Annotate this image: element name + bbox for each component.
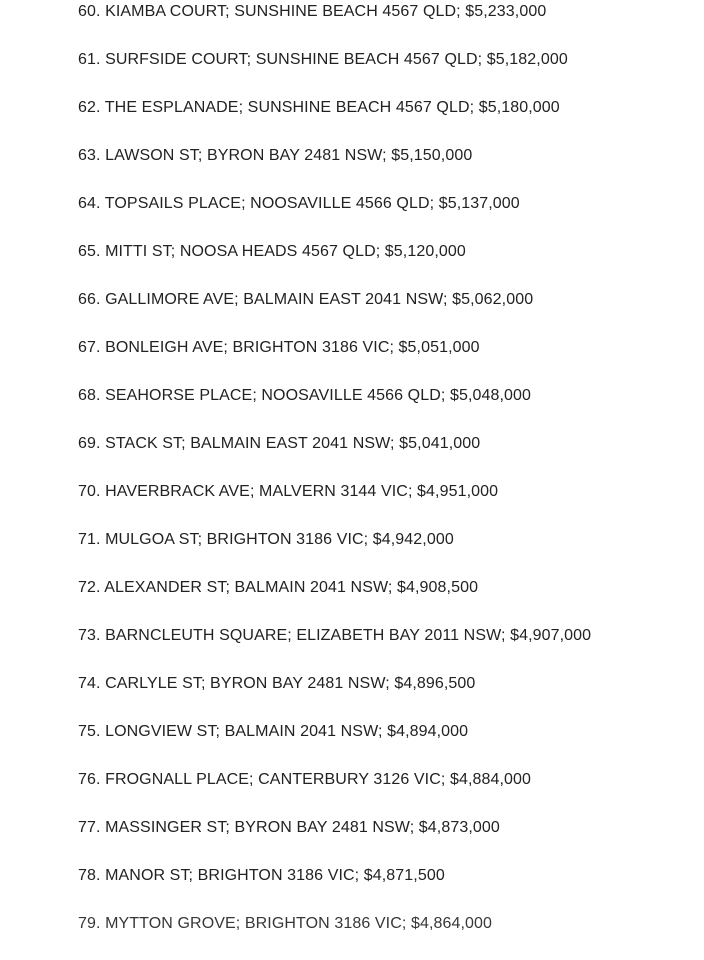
list-item: 69. STACK ST; BALMAIN EAST 2041 NSW; $5,041,000 [78, 435, 481, 452]
list-item: 65. MITTI ST; NOOSA HEADS 4567 QLD; $5,120,000 [78, 243, 466, 260]
list-item: 64. TOPSAILS PLACE; NOOSAVILLE 4566 QLD; $5,137,000 [78, 195, 520, 212]
list-item: 76. FROGNALL PLACE; CANTERBURY 3126 VIC; $4,884,000 [78, 771, 532, 788]
list-item: 62. THE ESPLANADE; SUNSHINE BEACH 4567 QLD; $5,180,000 [78, 99, 560, 116]
property-sales-list [78, 0, 591, 960]
list-item: 61. SURFSIDE COURT; SUNSHINE BEACH 4567 QLD; $5,182,000 [78, 51, 568, 68]
list-item: 63. LAWSON ST; BYRON BAY 2481 NSW; $5,150,000 [78, 147, 473, 164]
list-item: 67. BONLEIGH AVE; BRIGHTON 3186 VIC; $5,051,000 [78, 339, 480, 356]
list-item: 79. MYTTON GROVE; BRIGHTON 3186 VIC; $4,864,000 [78, 915, 493, 932]
list-item: 72. ALEXANDER ST; BALMAIN 2041 NSW; $4,908,500 [78, 579, 479, 596]
list-item: 74. CARLYLE ST; BYRON BAY 2481 NSW; $4,896,500 [78, 675, 476, 692]
list-item: 68. SEAHORSE PLACE; NOOSAVILLE 4566 QLD; $5,048,000 [78, 387, 532, 404]
list-item: 75. LONGVIEW ST; BALMAIN 2041 NSW; $4,894,000 [78, 723, 469, 740]
list-item: 66. GALLIMORE AVE; BALMAIN EAST 2041 NSW; $5,062,000 [78, 291, 534, 308]
list-item: 70. HAVERBRACK AVE; MALVERN 3144 VIC; $4,951,000 [78, 483, 499, 500]
list-item: 60. KIAMBA COURT; SUNSHINE BEACH 4567 QLD; $5,233,000 [78, 3, 547, 20]
list-item: 71. MULGOA ST; BRIGHTON 3186 VIC; $4,942,000 [78, 531, 454, 548]
list-item: 77. MASSINGER ST; BYRON BAY 2481 NSW; $4,873,000 [78, 819, 500, 836]
list-item: 78. MANOR ST; BRIGHTON 3186 VIC; $4,871,500 [78, 867, 445, 884]
list-item: 73. BARNCLEUTH SQUARE; ELIZABETH BAY 2011 NSW; $4,907,000 [78, 627, 592, 644]
